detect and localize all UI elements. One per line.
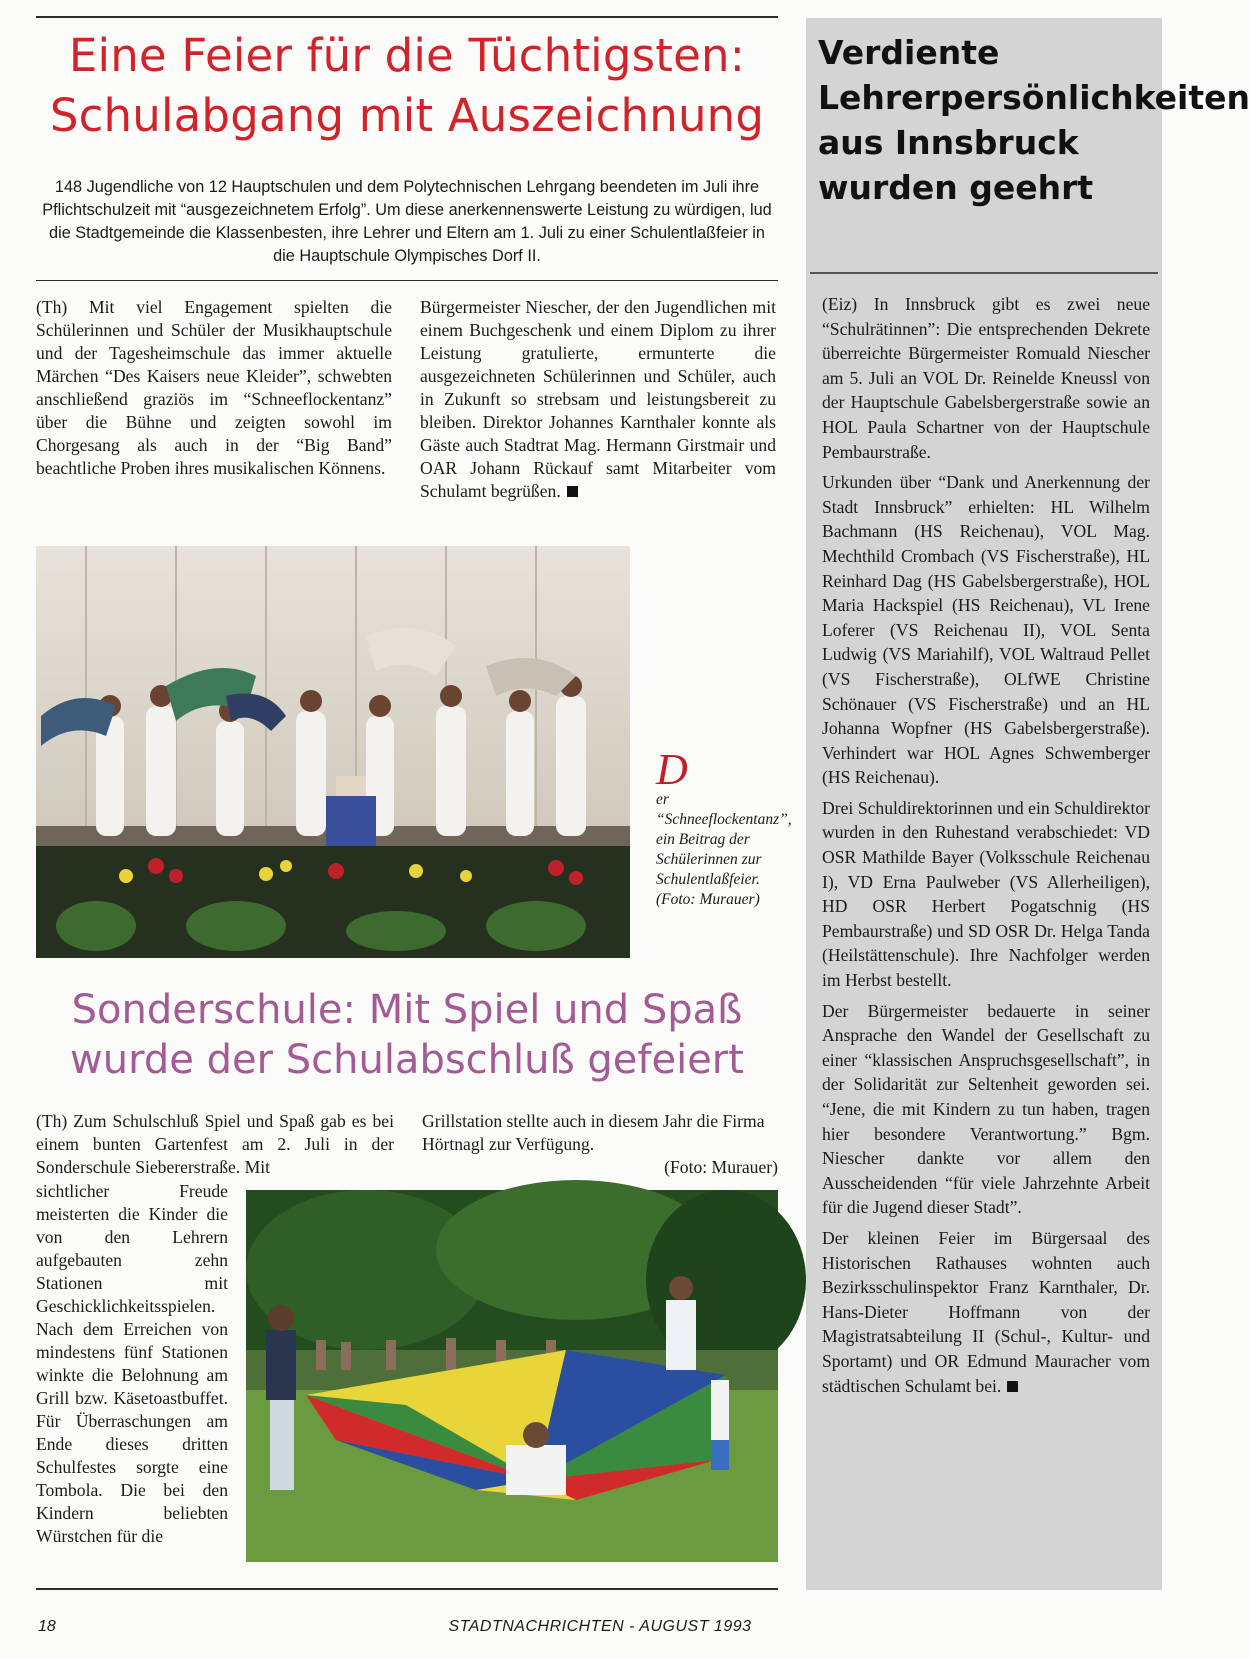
- article2-col1-top-text: (Th) Zum Schulschluß Spiel und Spaß gab es bei einem bunten Gartenfest am 2. Juli in der Sonderschule Siebererstraße. Mit: [36, 1111, 394, 1177]
- photo-schneeflockentanz: [36, 546, 630, 958]
- sidebar-paragraph-4: Der Bürgermeister bedauerte in seiner Ansprache den Wandel der Gesellschaft zu einer “klassischen Anspruchsgesellschaft”, in der Solidarität zur Seltenheit geworden sei. “Jene, die mit Kindern zu tun haben, tragen hier besondere Verantwortung.” Bgm. Niescher dankte vor allem den Ausscheidenden “für viele Jahrzehnte Arbeit für die Jugend dieser Stadt”.: [822, 1000, 1150, 1218]
- article2-headline: [36, 985, 778, 1085]
- bottom-rule: [36, 1588, 778, 1590]
- article1-column-2-text: Bürgermeister Niescher, der den Jugendlichen mit einem Buchgeschenk und einem Diplom zu ihrer Leistung gratulierte, ermunterte die ausgezeichneten Schülerinnen und Schüler, auch in Zukunft so strebsam und leistungsbereit zu bleiben. Direktor Johannes Karnthaler konnte als Gäste auch Stadtrat Mag. Hermann Girstmair und OAR Johann Rückauf samt Mitarbeiter vom Schulamt begrüßen.: [420, 297, 776, 501]
- caption-text: er “Schneeflockentanz”, ein Beitrag der Schülerinnen zur Schulentlaßfeier. (Foto: Murauer): [656, 791, 792, 908]
- article2-col2-text: Grillstation stellte auch in diesem Jahr die Firma Hörtnagl zur Verfügung.: [422, 1111, 765, 1154]
- article2-column-2: [422, 1110, 778, 1179]
- page-number: 18: [38, 1618, 56, 1635]
- article1-lead: 148 Jugendliche von 12 Hauptschulen und dem Polytechnischen Lehrgang beendeten im Juli ihre Pflichtschulzeit mit “ausgezeichnetem Erfolg”. Um diese anerkennenswerte Leistung zu würdigen, lud die Stadtgemeinde die Klassenbesten, ihre Lehrer und Eltern am 1. Juli zu einer Schulentlaßfeier in die Hauptschule Olympisches Dorf II.: [42, 178, 772, 265]
- lead-rule: [36, 280, 778, 281]
- article2-col1-wrap-text: sichtlicher Freude meisterten die Kinder die von den Lehrern aufgebauten zehn Stationen mit Geschicklichkeitsspielen. Nach dem Erreichen von mindestens fünf Stationen winkte die Belohnung am Grill bzw. Käsetoastbuffet. Für Überraschungen am Ende dieses dritten Schulfestes sorgte eine Tombola. Die bei den Kindern beliebten Würstchen für die: [36, 1181, 228, 1546]
- stage-dance-image: [36, 546, 630, 958]
- photo1-caption: [656, 745, 792, 910]
- article2-column-1-top: [36, 1110, 394, 1179]
- article1-headline: [36, 26, 778, 146]
- article2-photo-credit: (Foto: Murauer): [664, 1157, 778, 1177]
- sidebar-title: Verdiente Lehrerpersönlichkeiten aus Innsbruck wurden geehrt: [818, 33, 1250, 207]
- sidebar-paragraph-2: Urkunden über “Dank und Anerkennung der Stadt Innsbruck” erhielten: HL Wilhelm Bachmann (HS Reichenau), VOL Mag. Mechthild Crombach (VS Fischerstraße), HL Reinhard Dag (HS Gabelsbergerstraße), HOL Maria Hackspiel (HS Reichenau), VL Irene Loferer (VS Reichenau II), VOL Senta Ludwig (VS Mariahilf), VOL Waltraud Pellet (VS Fischerstraße), OLfWE Christine Schönauer (VS Fischerstraße) und an HL Johanna Wopfner (HS Gabelsbergerstraße). Verhindert war HOL Agnes Schwemberger (HS Reichenau).: [822, 472, 1150, 788]
- top-rule: [36, 16, 778, 18]
- article2-headline-line2: wurde der Schulabschluß gefeiert: [70, 1037, 744, 1083]
- article1-headline-line2: Schulabgang mit Auszeichnung: [49, 89, 765, 142]
- sidebar-paragraph-5: Der kleinen Feier im Bürgersaal des Historischen Rathauses wohnten auch Bezirksschulinspektor Franz Karnthaler, Dr. Hans-Dieter Hoffmann von der Magistratsabteilung II (Schul-, Kultur- und Sportamt) und OR Edmund Mauracher vom städtischen Schulamt bei.: [822, 1227, 1150, 1396]
- end-mark-icon: [567, 486, 578, 497]
- end-mark-icon: [1007, 1381, 1018, 1392]
- garden-party-image: [246, 1190, 778, 1562]
- sidebar-paragraph-1: (Eiz) In Innsbruck gibt es zwei neue “Schulrätinnen”: Die entsprechenden Dekrete überreichte Bürgermeister Romuald Niescher am 5. Juli an VOL Dr. Reinelde Kneussl von der Hauptschule Gabelsbergerstraße sowie an HOL Paula Schartner von der Hauptschule Pembaurstraße.: [822, 294, 1150, 462]
- article1-headline-line1: Eine Feier für die Tüchtigsten:: [68, 29, 746, 82]
- sidebar-paragraph-3: Drei Schuldirektorinnen und ein Schuldirektor wurden in den Ruhestand verabschiedet: VD OSR Mathilde Bayer (Volksschule Reichenau I), VD Erna Paulweber (VS Allerheiligen), HD OSR Herbert Pogatschnig (HS Pembaurstraße) und SD OSR Dr. Helga Tanda (Heilstättenschule). Ihre Nachfolger werden im Herbst bestellt.: [822, 797, 1150, 991]
- photo-parachute-game: [246, 1190, 778, 1562]
- caption-dropcap: D: [656, 745, 688, 794]
- article1-column-2: [420, 296, 776, 503]
- article1-column-1: [36, 296, 392, 480]
- sidebar-rule: [810, 272, 1158, 274]
- publication-footer: STADTNACHRICHTEN - AUGUST 1993: [448, 1618, 752, 1635]
- article2-column-1-wrap: [36, 1180, 228, 1548]
- sidebar-body: [822, 292, 1150, 1404]
- article2-headline-line1: Sonderschule: Mit Spiel und Spaß: [71, 987, 743, 1033]
- article1-column-1-text: (Th) Mit viel Engagement spielten die Schülerinnen und Schüler der Musikhauptschule und der Tagesheimschule das immer aktuelle Märchen “Des Kaisers neue Kleider”, schwebten anschließend graziös im “Schneeflockentanz” über die Bühne und zeigten sowohl im Chorgesang als auch in der “Big Band” beachtliche Proben ihres musikalischen Könnens.: [36, 297, 392, 478]
